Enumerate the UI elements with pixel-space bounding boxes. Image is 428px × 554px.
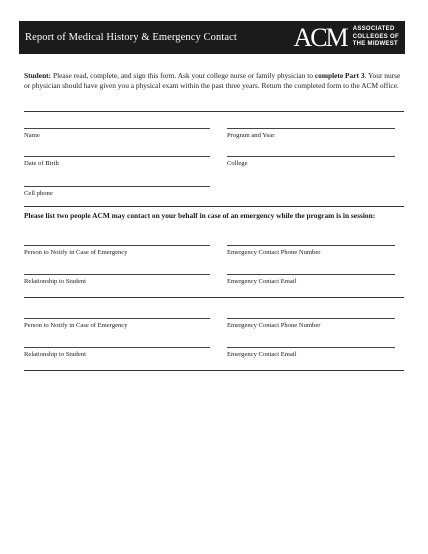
college-field[interactable] <box>227 156 395 157</box>
instructions-lead: Student: <box>24 71 52 80</box>
contact-2-email-label: Emergency Contact Email <box>227 351 297 358</box>
section-divider <box>24 370 404 371</box>
emergency-heading: Please list two people ACM may contact on your behalf in case of an emergency while the program is in session: <box>24 211 376 220</box>
contact-1-person-field[interactable] <box>24 245 210 246</box>
contact-1-person-label: Person to Notify in Case of Emergency <box>24 249 128 256</box>
contact-2-phone-field[interactable] <box>227 318 395 319</box>
contact-1-relationship-label: Relationship to Student <box>24 278 86 285</box>
program-year-field[interactable] <box>227 128 395 129</box>
college-label: College <box>227 160 248 167</box>
program-year-label: Program and Year <box>227 132 275 139</box>
logo-line-2: COLLEGES OF <box>352 33 399 40</box>
contact-1-relationship-field[interactable] <box>24 274 210 275</box>
section-divider <box>24 206 404 207</box>
form-header <box>19 21 405 54</box>
cell-phone-label: Cell phone <box>24 190 53 197</box>
contact-2-relationship-label: Relationship to Student <box>24 351 86 358</box>
cell-phone-field[interactable] <box>24 186 210 187</box>
instructions-emphasis: complete Part 3 <box>314 71 365 80</box>
section-divider <box>24 111 404 112</box>
date-of-birth-field[interactable] <box>24 156 210 157</box>
name-label: Name <box>24 132 40 139</box>
instructions-paragraph <box>24 71 404 91</box>
contact-2-relationship-field[interactable] <box>24 347 210 348</box>
contact-2-phone-label: Emergency Contact Phone Number <box>227 322 321 329</box>
section-divider <box>24 297 404 298</box>
logo-line-3: THE MIDWEST <box>352 41 398 48</box>
instructions-text-1: Please read, complete, and sign this form. Ask your college nurse or family physician to <box>51 71 315 80</box>
logo-line-1: ASSOCIATED <box>352 26 395 33</box>
logo-wordmark <box>353 26 399 49</box>
contact-1-phone-label: Emergency Contact Phone Number <box>227 249 321 256</box>
contact-1-email-label: Emergency Contact Email <box>227 278 297 285</box>
date-of-birth-label: Date of Birth <box>24 160 59 167</box>
instructions-text-2: . Your nurse or physician should have given you a physical exam within the past three years. Return the completed form to the ACM office. <box>24 71 401 90</box>
contact-2-person-label: Person to Notify in Case of Emergency <box>24 322 128 329</box>
name-field[interactable] <box>24 128 210 129</box>
acm-logo <box>293 21 405 54</box>
contact-1-phone-field[interactable] <box>227 245 395 246</box>
logo-mark: ACM <box>293 22 347 52</box>
contact-2-person-field[interactable] <box>24 318 210 319</box>
form-title: Report of Medical History & Emergency Contact <box>25 32 237 43</box>
contact-2-email-field[interactable] <box>227 347 395 348</box>
contact-1-email-field[interactable] <box>227 274 395 275</box>
